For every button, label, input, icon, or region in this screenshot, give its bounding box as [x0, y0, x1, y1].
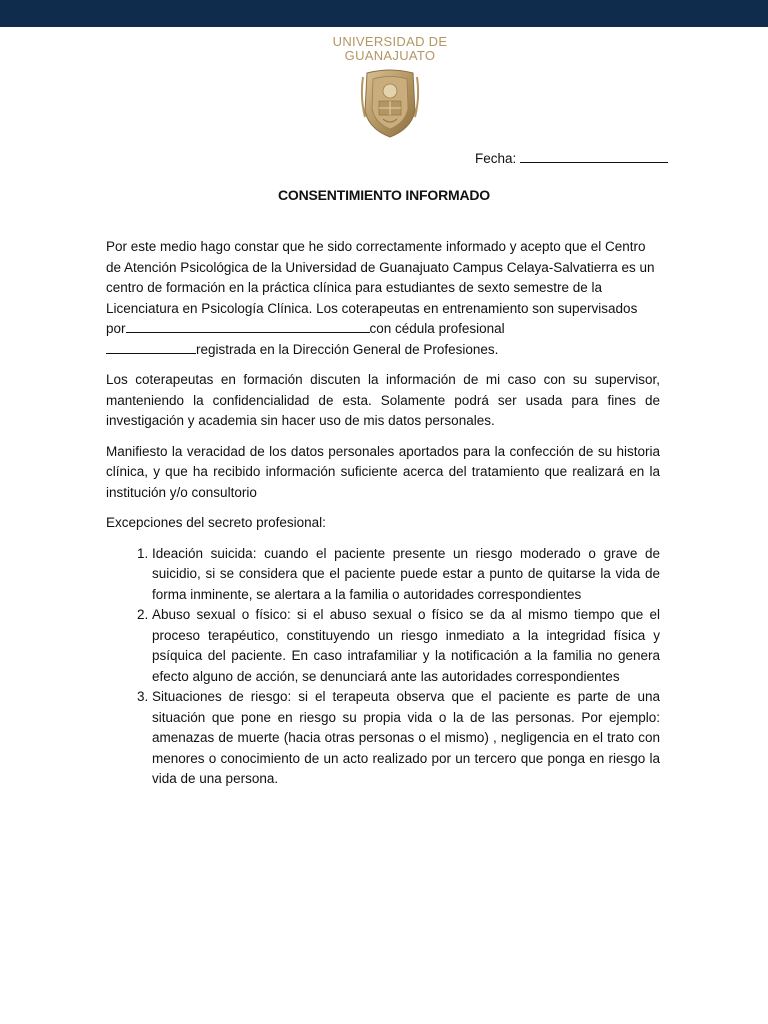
document-body: [106, 237, 660, 790]
logo-text-line1: UNIVERSIDAD DE: [332, 34, 448, 49]
exceptions-list: [106, 544, 660, 790]
header-band: [0, 0, 768, 27]
exceptions-heading: Excepciones del secreto profesional:: [106, 515, 326, 530]
supervisor-blank-line: [126, 319, 370, 333]
list-item: 3. Situaciones de riesgo: si el terapeuta observa que el paciente es parte de una situación que pone en riesgo su propia vida o la de las personas. Por ejemplo: amenazas de muerte (hacia otras personas o el mismo) , negligencia en el trato con menores o conocimiento de un acto realizado por un tercero que ponga en riesgo la vida de una persona.: [152, 687, 660, 790]
date-blank-line: [520, 150, 668, 163]
list-item: 1. Ideación suicida: cuando el paciente presente un riesgo moderado o grave de suicidio, si se considera que el paciente puede estar a punto de quitarse la vida de forma inminente, se alertara a la familia o autoridades correspondientes: [152, 544, 660, 606]
intro-text-2: con cédula profesional: [369, 321, 505, 336]
date-field: [475, 150, 668, 166]
intro-text-3: registrada en la Dirección General de Profesiones.: [196, 341, 499, 357]
list-item: 2. Abuso sexual o físico: si el abuso sexual o físico se da al mismo tiempo que el proceso terapéutico, constituyendo un riesgo inmediato a la integridad física y psíquica del paciente. En caso intrafamiliar y la notificación a la familia no genera efecto alguno de acción, se denunciará ante las autoridades correspondientes: [152, 605, 660, 687]
document-title: CONSENTIMIENTO INFORMADO: [278, 187, 490, 203]
university-logo: [330, 35, 450, 135]
intro-paragraph: [106, 237, 660, 360]
intro-text-1: Por este medio hago constar que he sido correctamente informado y acepto que el Centro de Atención Psicológica de la Universidad de Guanajuato Campus Celaya-Salvatierra es un centro de formación en la práctica clínica para estudiantes de sexto semestre de la Licenciatura en Psicología Clínica. Los coterapeutas en entrenamiento son supervisados por: [106, 239, 655, 336]
logo-text-line2: GUANAJUATO: [344, 48, 436, 63]
crest-icon: [359, 67, 421, 139]
cedula-blank-line: [106, 340, 196, 354]
confidentiality-paragraph: Los coterapeutas en formación discuten la información de mi caso con su supervisor, manteniendo la confidencialidad de esta. Solamente podrá ser usada para fines de investigación y academia sin hacer uso de mis datos personales.: [106, 372, 660, 428]
veracity-paragraph: Manifiesto la veracidad de los datos personales aportados para la confección de su historia clínica, y que ha recibido información suficiente acerca del tratamiento que realizará en la institución y/o consultorio: [106, 443, 660, 500]
date-label: Fecha:: [475, 151, 517, 166]
